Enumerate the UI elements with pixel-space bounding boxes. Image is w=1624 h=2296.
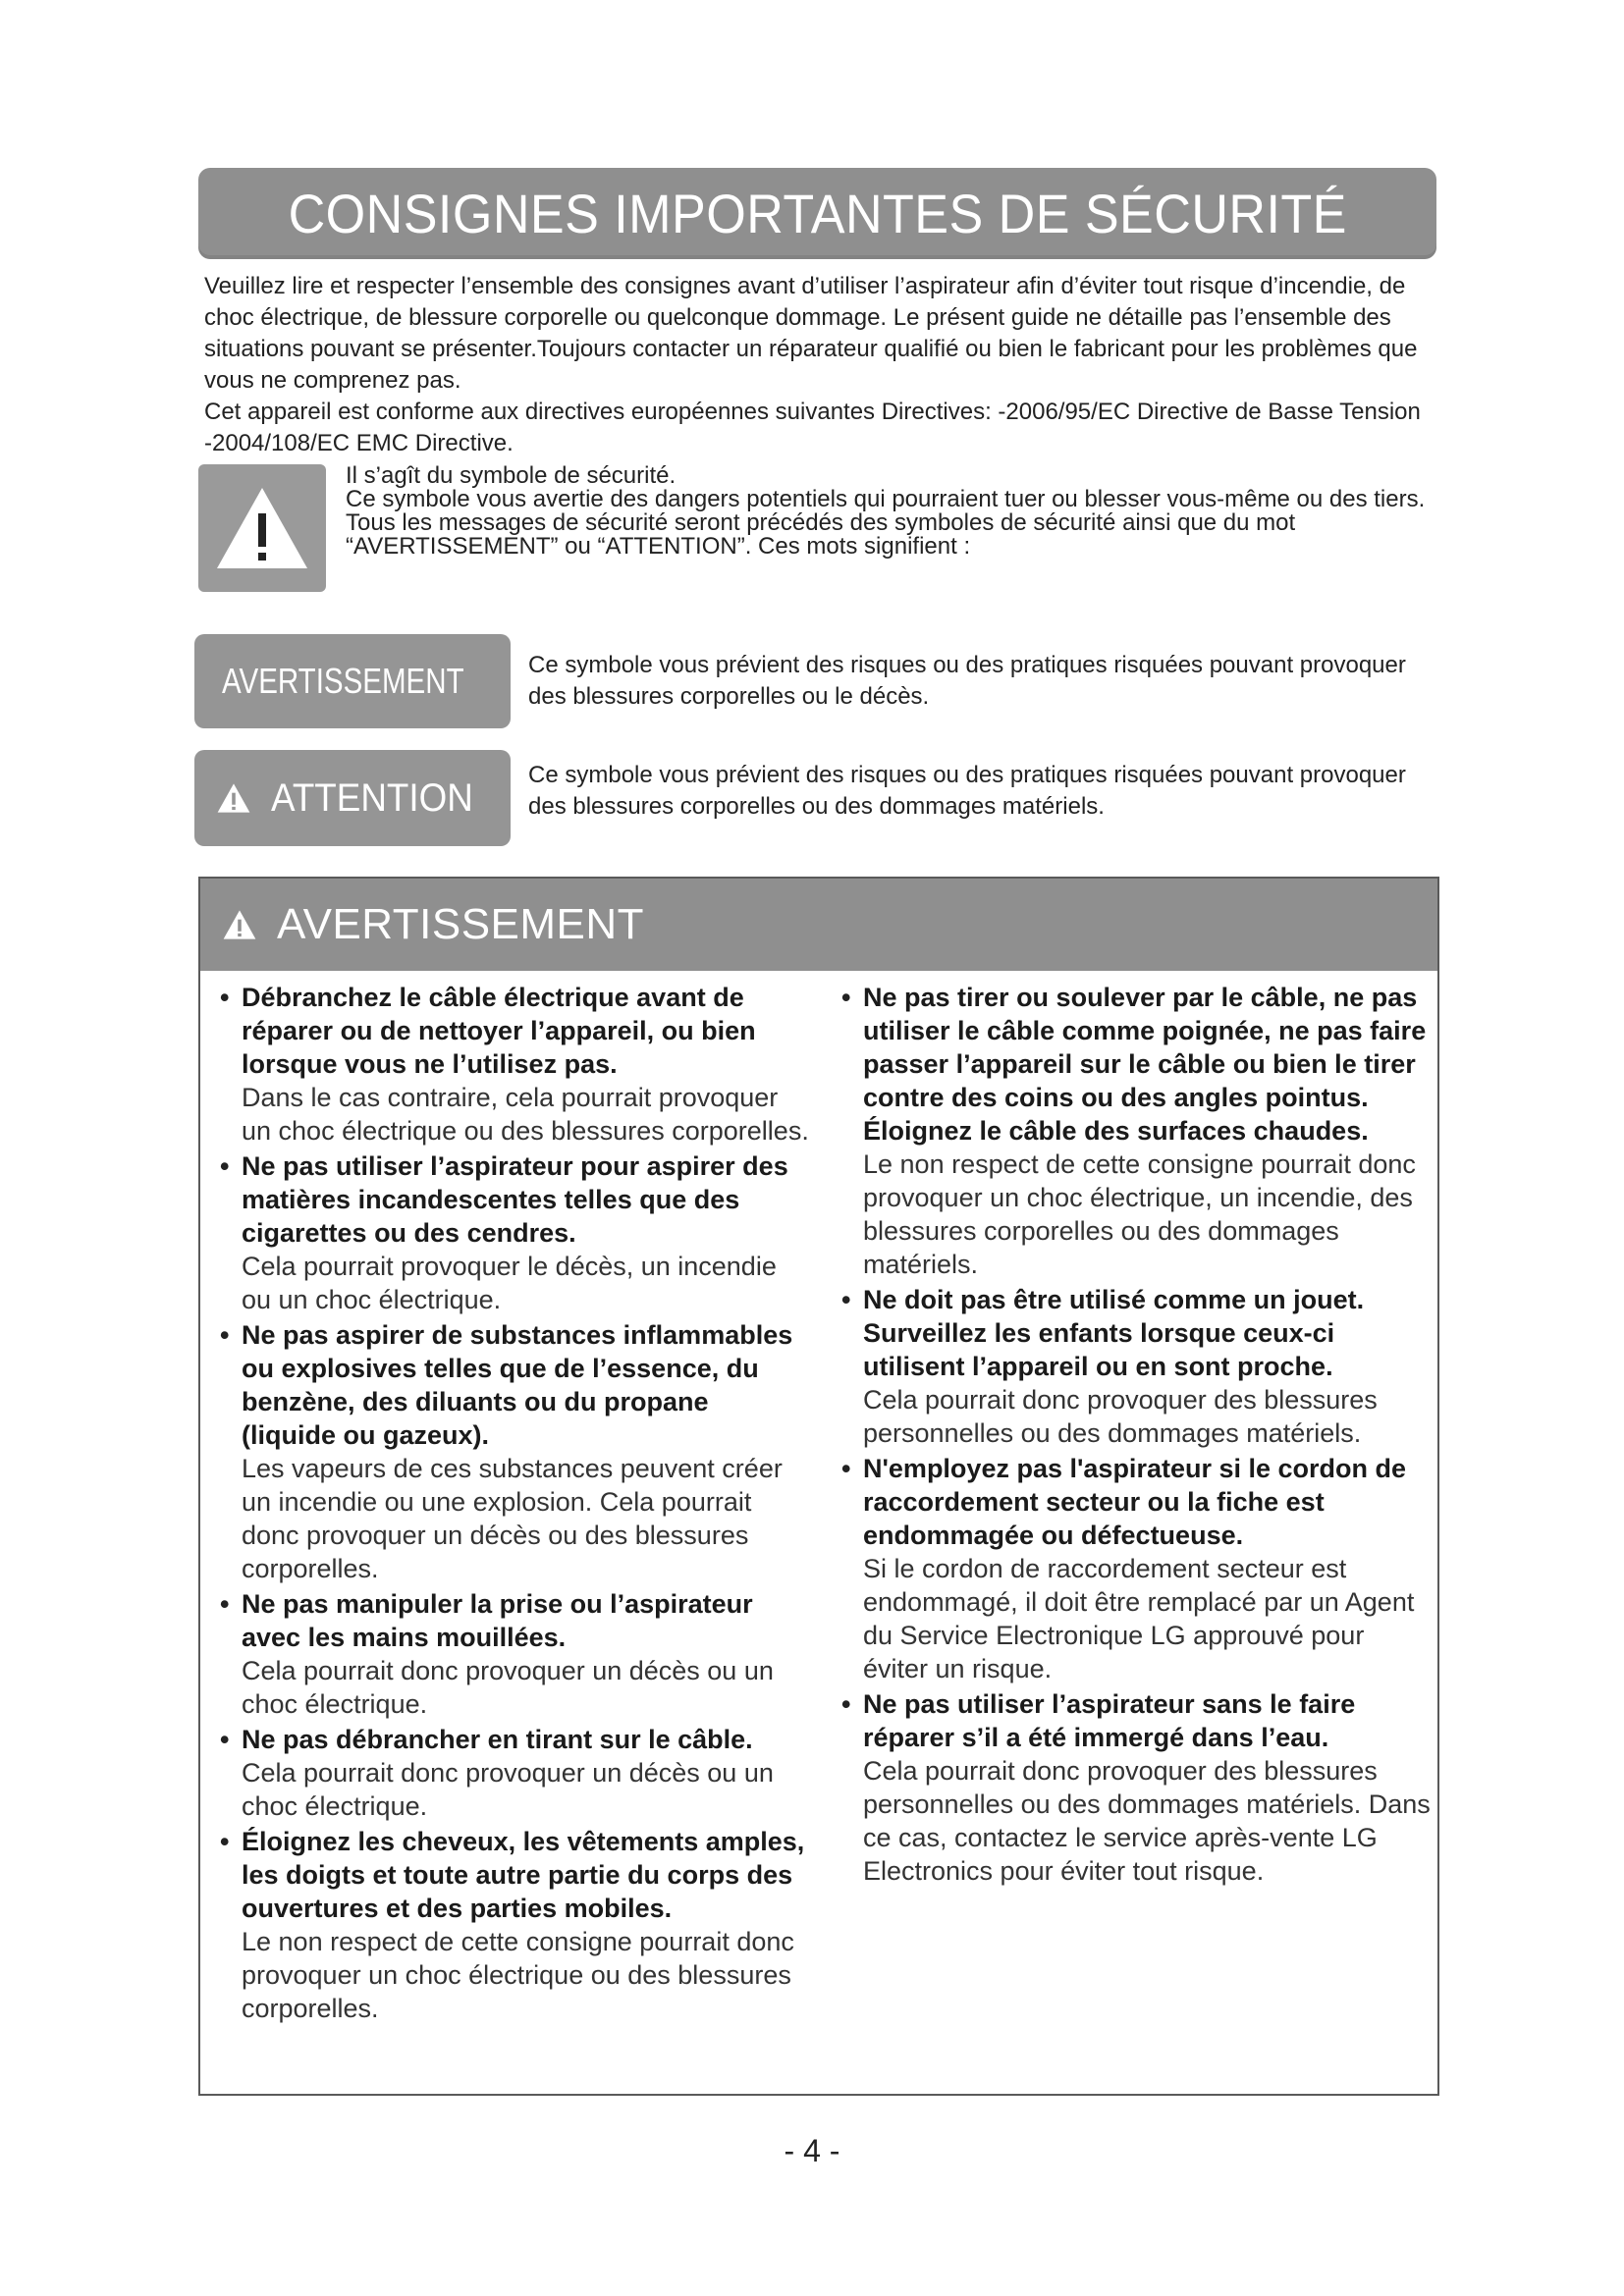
bullet: •: [220, 1827, 230, 1856]
bullet: •: [841, 983, 851, 1012]
bullet: •: [220, 1725, 230, 1754]
warning-item-heading: Éloignez les cheveux, les vêtements amples, les doigts et toute autre partie du corps des ouvertures et des parties mobiles.: [242, 1827, 805, 1923]
warning-item: [841, 1452, 1431, 1685]
warning-item: [220, 1149, 809, 1316]
warning-item-heading: Ne pas tirer ou soulever par le câble, ne pas utiliser le câble comme poignée, ne pas faire passer l’appareil sur le câble ou bien le tirer contre des coins ou des angles pointus. Éloignez le câble des surfaces chaudes.: [863, 983, 1427, 1146]
warning-item: [841, 981, 1431, 1281]
warning-item: [220, 1318, 809, 1585]
bullet: •: [220, 1320, 230, 1350]
page-number: - 4 -: [784, 2133, 840, 2168]
bullet: •: [220, 983, 230, 1012]
avertissement-badge: [194, 634, 511, 728]
safety-symbol-box: [198, 464, 326, 592]
warning-item: [841, 1283, 1431, 1450]
warning-item: [220, 1723, 809, 1823]
warning-item-heading: Ne pas utiliser l’aspirateur pour aspirer des matières incandescentes telles que des cigarettes ou des cendres.: [242, 1151, 788, 1248]
warning-item: [220, 1825, 809, 2025]
bullet: •: [841, 1689, 851, 1719]
page-title-banner: [198, 168, 1436, 259]
warning-section-header: [200, 879, 1437, 971]
bullet: •: [220, 1589, 230, 1619]
warning-item: [841, 1687, 1431, 1888]
warning-item-heading: Ne pas débrancher en tirant sur le câble.: [242, 1725, 753, 1754]
warning-item-body: Si le cordon de raccordement secteur est endommagé, il doit être remplacé par un Agent du Service Electronique LG approuvé pour éviter un risque.: [863, 1554, 1415, 1683]
safety-symbol-line-2: Ce symbole vous avertie des dangers potentiels qui pourraient tuer ou blesser vous-même ou des tiers.: [346, 486, 1426, 512]
warning-item-body: Cela pourrait donc provoquer des blessures personnelles ou des dommages matériels. Dans ce cas, contactez le service après-vente LG Electronics pour éviter tout risque.: [863, 1756, 1431, 1886]
attention-description: Ce symbole vous prévient des risques ou des pratiques risquées pouvant provoquer des blessures corporelles ou des dommages matériels.: [528, 762, 1406, 820]
safety-symbol-description: [346, 464, 1435, 559]
bullet: •: [220, 1151, 230, 1181]
warning-item: [220, 1587, 809, 1721]
bullet: •: [841, 1454, 851, 1483]
warning-item-body: Le non respect de cette consigne pourrait donc provoquer un choc électrique ou des blessures corporelles.: [242, 1927, 794, 2023]
warning-column-right: [841, 981, 1431, 1890]
warning-item-body: Cela pourrait donc provoquer un décès ou un choc électrique.: [242, 1758, 774, 1821]
warning-item-heading: Ne pas manipuler la prise ou l’aspirateur avec les mains mouillées.: [242, 1589, 753, 1652]
warning-item-body: Dans le cas contraire, cela pourrait provoquer un choc électrique ou des blessures corporelles.: [242, 1083, 809, 1146]
intro-text: [204, 271, 1432, 459]
warning-triangle-icon: [222, 909, 257, 940]
warning-triangle-icon: [213, 484, 311, 572]
avertissement-description: Ce symbole vous prévient des risques ou des pratiques risquées pouvant provoquer des blessures corporelles ou le décès.: [528, 652, 1406, 710]
safety-symbol-line-1: Il s’agît du symbole de sécurité.: [346, 462, 677, 489]
warning-item-body: Le non respect de cette consigne pourrait donc provoquer un choc électrique, un incendie, des blessures corporelles ou des dommages matériels.: [863, 1149, 1416, 1279]
warning-section-title: AVERTISSEMENT: [277, 900, 645, 948]
warning-item-body: Les vapeurs de ces substances peuvent créer un incendie ou une explosion. Cela pourrait donc provoquer un décès ou des blessures corporelles.: [242, 1454, 783, 1583]
intro-paragraph-2: Cet appareil est conforme aux directives européennes suivantes Directives: -2006/95/EC Directive de Basse Tension -2004/108/EC EMC Directive.: [204, 399, 1421, 456]
intro-paragraph-1: Veuillez lire et respecter l’ensemble des consignes avant d’utiliser l’aspirateur afin d’éviter tout risque d’incendie, de choc électrique, de blessure corporelle ou quelconque dommage. Le présent guide ne détaille pas l’ensemble des situations pouvant se présenter.Toujours contacter un réparateur qualifié ou bien le fabricant pour les problèmes que vous ne comprenez pas.: [204, 273, 1418, 394]
safety-symbol-line-3: Tous les messages de sécurité seront précédés des symboles de sécurité ainsi que du mot “AVERTISSEMENT” ou “ATTENTION”. Ces mots signifient :: [346, 509, 1296, 560]
page-title: CONSIGNES IMPORTANTES DE SÉCURITÉ: [288, 183, 1347, 244]
warning-item-heading: Ne doit pas être utilisé comme un jouet. Surveillez les enfants lorsque ceux-ci utilisent l’appareil ou en sont proche.: [863, 1285, 1365, 1381]
warning-item-body: Cela pourrait donc provoquer un décès ou un choc électrique.: [242, 1656, 774, 1719]
avertissement-badge-label: AVERTISSEMENT: [222, 661, 464, 701]
warning-item-body: Cela pourrait donc provoquer des blessures personnelles ou des dommages matériels.: [863, 1385, 1378, 1448]
warning-triangle-icon: [216, 782, 251, 814]
warning-item-heading: Ne pas aspirer de substances inflammables ou explosives telles que de l’essence, du benzène, des diluants ou du propane (liquide ou gazeux).: [242, 1320, 793, 1450]
bullet: •: [841, 1285, 851, 1314]
attention-badge: [194, 750, 511, 846]
warning-item: [220, 981, 809, 1148]
attention-badge-label: ATTENTION: [271, 775, 473, 820]
warning-item-body: Cela pourrait provoquer le décès, un incendie ou un choc électrique.: [242, 1252, 777, 1314]
warning-item-heading: Ne pas utiliser l’aspirateur sans le faire réparer s’il a été immergé dans l’eau.: [863, 1689, 1356, 1752]
warning-item-heading: N'employez pas l'aspirateur si le cordon de raccordement secteur ou la fiche est endommagée ou défectueuse.: [863, 1454, 1407, 1550]
warning-column-left: [220, 981, 809, 2027]
warning-item-heading: Débranchez le câble électrique avant de réparer ou de nettoyer l’appareil, ou bien lorsque vous ne l’utilisez pas.: [242, 983, 756, 1079]
